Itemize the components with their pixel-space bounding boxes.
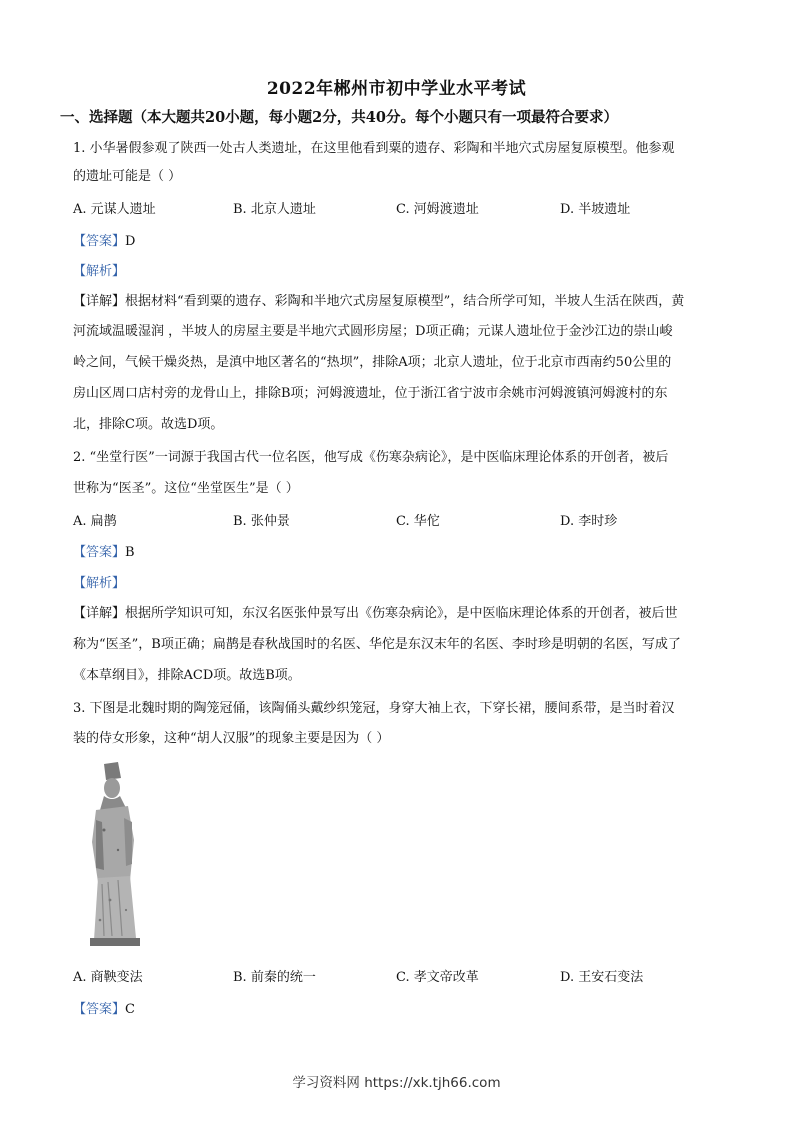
question-3-line-2: 装的侍女形象，这种“胡人汉服”的现象主要是因为（ ） (73, 731, 390, 746)
question-1-line-2: 的遗址可能是（ ） (73, 169, 182, 184)
question-2-detail-line-1 (73, 602, 723, 621)
question-3-option-d: D. 王安石变法 (560, 970, 644, 985)
question-3-option-a: A. 商鞅变法 (73, 970, 143, 985)
question-2-option-b: B. 张仲景 (233, 514, 290, 529)
question-1-line-1: 1. 小华暑假参观了陕西一处古人类遗址，在这里他看到粟的遗存、彩陶和半地穴式房屋复原模型。他参观 (73, 141, 675, 156)
question-2-detail-line-3: 《本草纲目》，排除ACD项。故选B项。 (73, 668, 301, 683)
question-3-option-b: B. 前秦的统一 (233, 970, 316, 985)
detail-tag: 【详解】 (73, 294, 126, 309)
question-1-analysis-tag: 【解析】 (73, 264, 126, 279)
pottery-figurine-image (74, 760, 154, 955)
question-1-detail-line-4: 房山区周口店村旁的龙骨山上，排除B项；河姆渡遗址，位于浙江省宁波市余姚市河姆渡镇河姆渡村的东 (73, 386, 668, 401)
detail-text: 根据材料“看到粟的遗存、彩陶和半地穴式房屋复原模型”，结合所学可知，半坡人生活在陕西，黄 (125, 294, 685, 309)
question-2-option-c: C. 华佗 (396, 514, 440, 529)
detail-text: 根据所学知识可知，东汉名医张仲景写出《伤寒杂病论》，是中医临床理论体系的开创者，被后世 (125, 606, 678, 621)
footer-watermark: 学习资料网 https://xk.tjh66.com (292, 1075, 501, 1091)
question-2-analysis-tag: 【解析】 (73, 576, 126, 591)
question-1-answer (73, 230, 723, 249)
answer-value: C (125, 1002, 135, 1017)
answer-value: B (125, 545, 135, 560)
question-1-option-a: A. 元谋人遗址 (73, 202, 156, 217)
section-heading: 一、选择题（本大题共20小题，每小题2分，共40分。每个小题只有一项最符合要求） (60, 109, 618, 126)
question-1-option-b: B. 北京人遗址 (233, 202, 316, 217)
answer-value: D (125, 234, 136, 249)
question-2-option-a: A. 扁鹊 (73, 514, 117, 529)
question-2-line-2: 世称为“医圣”。这位“坐堂医生”是（ ） (73, 481, 299, 496)
question-2-answer (73, 541, 723, 560)
detail-tag: 【详解】 (73, 606, 126, 621)
question-1-detail-line-3: 岭之间，气候干燥炎热，是滇中地区著名的“热坝”，排除A项；北京人遗址，位于北京市西南约50公里的 (73, 355, 672, 370)
question-3-line-1: 3. 下图是北魏时期的陶笼冠俑，该陶俑头戴纱织笼冠，身穿大袖上衣，下穿长裙，腰间系带，是当时着汉 (73, 701, 675, 716)
question-1-option-d: D. 半坡遗址 (560, 202, 631, 217)
question-2-line-1: 2. “坐堂行医”一词源于我国古代一位名医，他写成《伤寒杂病论》，是中医临床理论体系的开创者，被后 (73, 450, 669, 465)
question-2-option-d: D. 李时珍 (560, 514, 618, 529)
answer-tag: 【答案】 (73, 1002, 126, 1017)
question-1-option-c: C. 河姆渡遗址 (396, 202, 479, 217)
question-3-answer (73, 998, 723, 1017)
question-1-detail-line-5: 北，排除C项。故选D项。 (73, 417, 224, 432)
question-2-detail-line-2: 称为“医圣”，B项正确；扁鹊是春秋战国时的名医、华佗是东汉末年的名医、李时珍是明朝的名医，写成了 (73, 637, 681, 652)
answer-tag: 【答案】 (73, 234, 126, 249)
question-1-detail-line-1 (73, 290, 723, 309)
question-3-option-c: C. 孝文帝改革 (396, 970, 479, 985)
answer-tag: 【答案】 (73, 545, 126, 560)
page-title: 2022年郴州市初中学业水平考试 (266, 79, 527, 99)
question-1-detail-line-2: 河流域温暖湿润 ，半坡人的房屋主要是半地穴式圆形房屋；D项正确；元谋人遗址位于金沙江边的崇山峻 (73, 324, 673, 339)
